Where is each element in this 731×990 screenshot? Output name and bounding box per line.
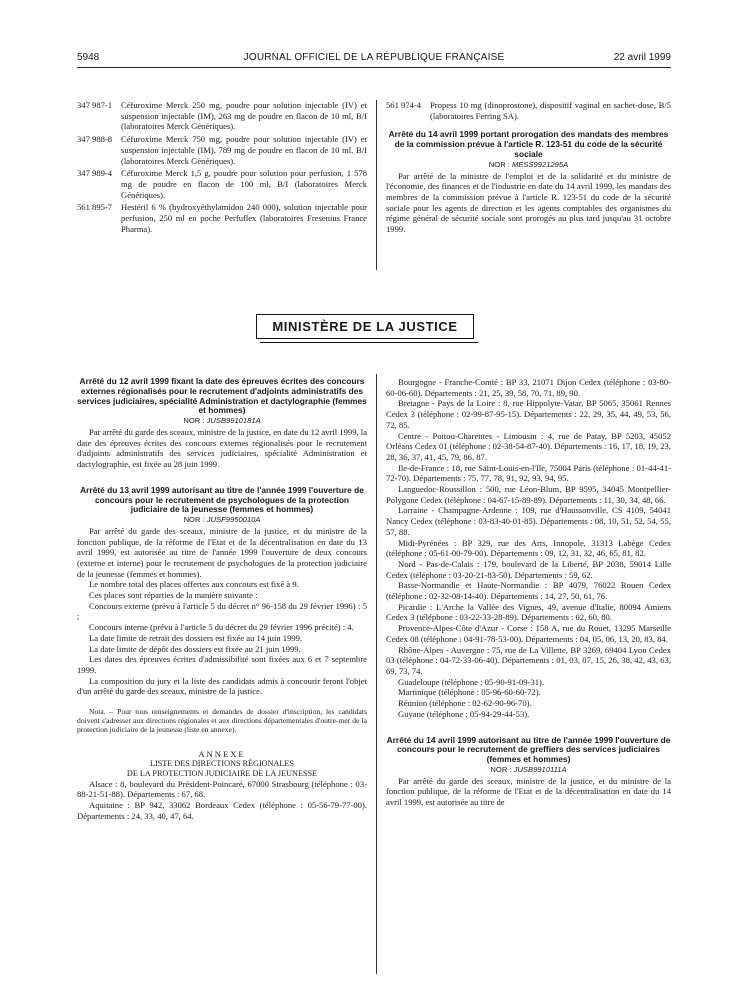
arrete-title: Arrêté du 13 avril 1999 autorisant au titre de l'année 1999 l'ouverture de concours pour le recrutement de psychologues de la protection judiciaire de la jeunesse (femmes et hommes) — [80, 484, 364, 515]
direction-entry: Bretagne - Pays de la Loire : 8, rue Hippolyte-Vatar, BP 5065, 35061 Rennes Cedex 3 (téléphone : 02-99-87-95-15). Départements : 22, 29, 35, 44, 49, 53, 56, 72, 85. — [386, 398, 671, 430]
arrete-paragraph: La composition du jury et la liste des candidats admis à concourir feront l'objet d'un arrêté du garde des sceaux, ministre de la justice. — [77, 675, 367, 697]
column-divider-bottom — [376, 374, 377, 974]
medicine-text: Céfuroxime Merck 250 mg, poudre pour solution injectable (IV) et suspension injectable (IM), 263 mg de poudre en flacon de 10 ml, B/I (laboratoires Merck Génériques). — [121, 100, 367, 132]
direction-entry: Aquitaine : BP 942, 33062 Bordeaux Cedex (téléphone : 05-56-79-77-00). Départements : 24, 33, 40, 47, 64. — [77, 799, 367, 821]
direction-entry: Midi-Pyrénées : BP 329, rue des Arts, Innopole, 31313 Labège Cedex (téléphone : 05-61-00-79-00). Départements : 09, 12, 31, 32, 46, 65, 81, 82. — [386, 537, 671, 559]
medicine-entry — [77, 168, 367, 200]
direction-entry: Lorraine - Champagne-Ardenne : 109, rue d'Haussonville, CS 4109, 54041 Nancy Cedex (téléphone : 03-83-40-01-85). Départements : 08, 10, 51, 52, 54, 55, 57, 88. — [386, 505, 671, 537]
arrete-paragraph: Concours externe (prévu à l'article 5 du décret n° 96-158 du 29 février 1996) : 5 ; — [77, 600, 367, 622]
nor-value: MESS9921295A — [512, 159, 569, 169]
arrete-paragraph: Ces places sont réparties de la manière suivante : — [89, 590, 258, 601]
header-rule — [77, 67, 671, 68]
direction-entry: Languedoc-Roussillon : 500, rue Léon-Blum, BP 9595, 34045 Montpellier-Polygone Cedex (téléphone : 04-67-15-89-89). Départements : 11, 30, 34, 48, 66. — [386, 484, 671, 505]
arrete-paragraph: Le nombre total des places offertes aux concours est fixé à 9. — [89, 579, 299, 590]
nota: Nota. – Pour tous renseignements et demandes de dossier d'inscription, les candidats doivent s'adresser aux directions régionales et aux directions départementales d'outre-mer de la protection judiciaire de la jeunesse (liste en annexe). — [77, 707, 367, 735]
column-divider-top — [376, 100, 377, 270]
top-right-column — [386, 100, 671, 235]
direction-entry: Basse-Normandie et Haute-Normandie : BP 4079, 76022 Rouen Cedex (téléphone : 02-32-08-14-40). Départements : 14, 27, 50, 61, 76. — [386, 580, 671, 602]
liste-title-line: LISTE DES DIRECTIONS RÉGIONALES — [150, 759, 294, 769]
arrete-title: Arrêté du 12 avril 1999 fixant la date des épreuves écrites des concours externes régionalisés pour le recrutement d'adjoints administratifs des services judiciaires, spécialité Administration et dactylographie (femmes et hommes) — [77, 376, 367, 416]
medicine-text: Céfuroxime Merck 750 mg, poudre pour solution injectable (IV) et suspension injectable (IM), 789 mg de poudre en flacon de 10 ml, B/I (laboratoires Merck Génériques). — [121, 134, 367, 166]
direction-entry: Picardie : L'Arche la Vallée des Vignes, 49, avenue d'Italie, 80094 Amiens Cedex 3 (téléphone : 03-22-33-28-89). Départements : 02, 60, 80. — [386, 601, 671, 623]
direction-entry: Alsace : 8, boulevard du Président-Poincaré, 67000 Strasbourg (téléphone : 03-88-21-51-88). Départements : 67, 68. — [77, 778, 367, 800]
medicine-code: 561 974-4 — [386, 100, 422, 110]
direction-entry: Réunion (téléphone : 02-62-90-96-70). — [398, 698, 532, 709]
nor-reference — [386, 765, 671, 776]
nor-reference — [77, 515, 367, 526]
arrete-title: Arrêté du 14 avril 1999 autorisant au titre de l'année 1999 l'ouverture de concours pour le recrutement de greffiers des services judiciaires (femmes et hommes) — [386, 734, 671, 765]
medicine-entry — [77, 100, 367, 132]
arrete-paragraph: Les dates des épreuves écrites d'admissibilité sont fixées aux 6 et 7 septembre 1999. — [77, 654, 367, 675]
direction-entry: Guyane (téléphone : 05-94-29-44-53). — [398, 708, 530, 719]
ministry-heading: MINISTÈRE DE LA JUSTICE — [256, 314, 474, 339]
page-header — [77, 52, 671, 68]
nor-reference — [77, 416, 367, 427]
page-number: 5948 — [77, 52, 100, 63]
direction-entry: Guadeloupe (téléphone : 05-90-91-09-31). — [398, 676, 545, 687]
medicine-code: 347 988-8 — [77, 134, 113, 145]
left-column — [77, 377, 367, 821]
medicine-entry — [77, 202, 367, 234]
direction-entry: Bourgogne - Franche-Comté : BP 33, 21071 Dijon Cedex (téléphone : 03-80-60-06-60). Départements : 21, 25, 39, 58, 70, 71, 89, 90. — [386, 377, 671, 398]
medicine-list — [77, 100, 367, 236]
nor-label: NOR : — [183, 515, 205, 525]
nor-value: JUSF9950010A — [206, 515, 261, 525]
arrete-title: Arrêté du 14 avril 1999 portant prorogation des mandats des membres de la commission prévue à l'article R. 123-51 du code de la sécurité sociale — [388, 129, 669, 159]
arrete-body: Par arrêté de la ministre de l'emploi et de la solidarité et du ministre de l'économie, des finances et de l'industrie en date du 14 avril 1999, les mandats des membres de la commission prévue à l'article R. 123-51 du code de la sécurité sociale pour les agents de direction et les agents comptables des organismes du régime général de sécurité sociale sont prorogés au plus tard jusqu'au 31 octobre 1999. — [386, 170, 671, 235]
right-column — [386, 377, 671, 808]
nor-value: JUSB9910181A — [206, 416, 261, 426]
arrete-body: Par arrêté du garde des sceaux, ministre de la justice, en date du 12 avril 1999, la date des épreuves écrites des concours externes régionalisés pour le recrutement d'adjoints administratifs des services judiciaires, spécialité Administration et dactylographie, est fixée au 28 juin 1999. — [77, 426, 368, 469]
direction-entry: Ile-de-France : 18, rue Saint-Louis-en-l'Ile, 75004 Paris (téléphone : 01-44-41-72-70). Départements : 75, 77, 78, 91, 92, 93, 94, 95. — [386, 462, 671, 484]
arrete-paragraph: Concours interne (prévu à l'article 5 du décret du 29 février 1996 précité) : 4. — [89, 622, 354, 633]
medicine-text: Hestéril 6 % (hydroxyéthylamidon 240 000), solution injectable pour perfusion, 250 ml en poche Perfuflex (laboratoires Fresenius France Pharma). — [121, 202, 367, 234]
nor-label: NOR : — [488, 159, 510, 169]
arrete-body: Par arrêté du garde des sceaux, ministre de la justice, et du ministre de la fonction publique, de la réforme de l'Etat et de la décentralisation en date du 14 avril 1999, est autorisée au titre de — [386, 775, 671, 807]
medicine-code: 347 989-4 — [77, 168, 113, 179]
direction-entry: Nord - Pas-de-Calais : 179, boulevard de la Liberté, BP 2038, 59014 Lille Cedex (téléphone : 03-20-21-83-50). Départements : 59, 62. — [386, 558, 671, 580]
arrete-paragraph: Par arrêté du garde des sceaux, ministre de la justice, et du ministre de la fonction publique, de la réforme de l'Etat et de la décentralisation en date du 13 avril 1999, est autorisée au titre de l'année 1999 l'ouverture de deux concours (externe et interne) pour le recrutement de psychologues de la protection judiciaire de la jeunesse (femmes et hommes). — [77, 525, 367, 579]
arrete-paragraph: La date limite de dépôt des dossiers est fixée au 21 juin 1999. — [89, 643, 301, 654]
medicine-text: Propess 10 mg (dinoprostone), dispositif vaginal en sachet-dose, B/5 (laboratoires Ferring SA). — [430, 100, 671, 121]
issue-date: 22 avril 1999 — [613, 52, 671, 63]
medicine-entry — [77, 134, 367, 166]
nor-label: NOR : — [490, 764, 512, 774]
direction-entry: Centre - Poitou-Charentes - Limousin : 4, rue de Patay, BP 5203, 45052 Orléans Cedex 01 (téléphone : 02-38-54-87-40). Départements : 16, 17, 18, 19, 23, 28, 36, 37, 41, 45, 79, 86, 87. — [386, 430, 671, 462]
medicine-code: 561 895-7 — [77, 202, 113, 213]
medicine-entry — [386, 100, 671, 121]
nor-label: NOR : — [183, 416, 205, 426]
direction-entry: Rhône-Alpes - Auvergne : 75, rue de La Villette, BP 3269, 69404 Lyon Cedex 03 (téléphone : 04-72-33-06-40). Départements : 01, 03, 07, 15, 26, 38, 42, 43, 63, 69, 73, 74. — [386, 644, 671, 676]
direction-entry: Martinique (téléphone : 05-96-60-60-72). — [398, 687, 541, 698]
medicine-text: Céfuroxime Merck 1,5 g, poudre pour solution pour perfusion, 1 578 mg de poudre en flacon de 100 ml, B/I (laboratoires Merck Génériques). — [121, 168, 367, 200]
liste-title-line: DE LA PROTECTION JUDICIAIRE DE LA JEUNESSE — [126, 768, 318, 778]
journal-title: JOURNAL OFFICIEL DE LA RÉPUBLIQUE FRANÇAISE — [243, 52, 505, 63]
medicine-code: 347 987-1 — [77, 100, 113, 110]
annexe-title: ANNEXE — [198, 748, 246, 759]
liste-title — [77, 759, 367, 778]
nor-reference — [386, 160, 671, 171]
arrete-paragraph: La date limite de retrait des dossiers est fixée au 14 juin 1999. — [89, 632, 303, 643]
direction-entry: Provence-Alpes-Côte d'Azur - Corse : 158 A, rue du Rouet, 13295 Marseille Cedex 08 (téléphone : 04-91-78-53-00). Départements : 04, 05, 06, 13, 20, 83, 84. — [386, 623, 671, 644]
nor-value: JUSB9910111A — [513, 764, 567, 774]
